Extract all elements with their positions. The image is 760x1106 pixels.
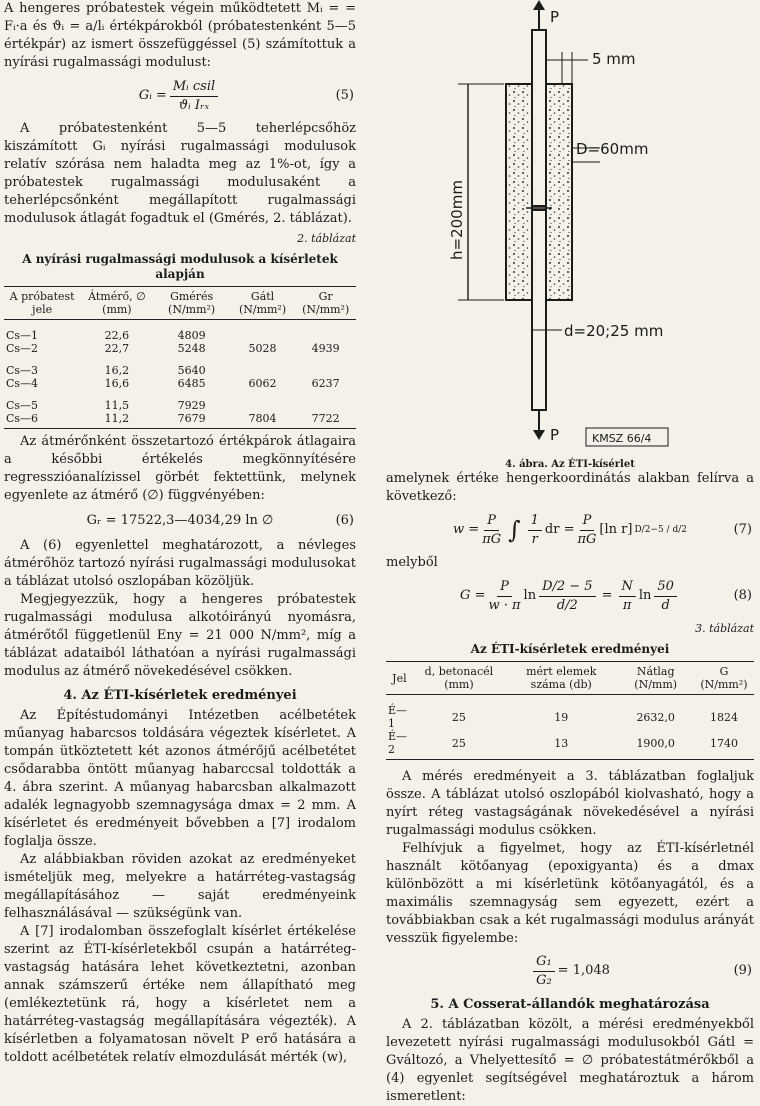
table-3 xyxy=(386,661,754,760)
table-cell: 7722 xyxy=(295,412,356,429)
table-cell: 6237 xyxy=(311,377,340,390)
table-row xyxy=(386,730,754,760)
table-2 xyxy=(4,286,356,429)
eq-number: (5) xyxy=(335,88,354,103)
table-cell: Cs—5 xyxy=(6,399,39,412)
table-cell: 1900,0 xyxy=(617,730,693,760)
paragraph: Az alábbiakban röviden azokat az eredményeket ismételjük meg, melyekre a határréteg-vastagság megállapításához — saját eredményeink felhasználásával — szükségünk van. xyxy=(4,852,356,921)
table-header-cell: mért elemek száma (db) xyxy=(505,662,617,695)
eq-numerator: P xyxy=(497,578,512,597)
eq-numerator: P xyxy=(580,512,595,531)
table-header-cell: G (N/mm²) xyxy=(694,662,754,695)
eq-rhs: = 1,048 xyxy=(557,963,610,978)
table-row xyxy=(4,377,356,390)
eq-middle: dr = xyxy=(544,522,575,537)
table-cell: 1824 xyxy=(709,710,738,724)
eq-fraction xyxy=(528,512,542,549)
table-cell: Cs—1 xyxy=(6,329,39,342)
table-cell xyxy=(295,320,356,343)
eq-numerator: N xyxy=(619,578,636,597)
table-cell: 16,6 xyxy=(104,377,130,390)
table-cell: Cs—3 xyxy=(6,364,39,377)
paragraph: A [7] irodalomban összefoglalt kísérlet értékelése szerint az ÉTI-kísérletekből csupán a határréteg-vastagság hatására lehet következtetni, azonban annak számszerű értéke nem állapítható meg (emlékeztetünk rá, hogy a kísérletet nem a határréteg-vastagság megállapítására végezték). A kísérletben a folyamatosan növelt P erő hatására a toldott acélbetétek relatív elmozdulását mérték (w), xyxy=(4,924,356,1065)
eq-denominator: ϑᵢ Iᵣₓ xyxy=(178,97,210,113)
eq-numerator: D/2 − 5 xyxy=(539,578,596,597)
table-cell: 13 xyxy=(505,730,617,760)
table-row xyxy=(4,342,356,355)
paragraph: Felhívjuk a figyelmet, hogy az ÉTI-kísérletnél használt kötőanyag (epoxigyanta) és a dmax különbözött a mi kísérletünk kötőanyagától, és a maximális szemnagyság sem egyezett, ezért a továbbiakban csak a két rugalmassági modulus arányát vesszük figyelembe: xyxy=(386,841,754,946)
figure-caption: 4. ábra. Az ÉTI-kísérlet xyxy=(505,459,635,470)
table-cell: É—2 xyxy=(386,730,413,760)
eq-body: Gᵣ = 17522,3—4034,29 ln ∅ xyxy=(86,513,274,528)
eq-number: (6) xyxy=(335,513,354,528)
paragraph: A (6) egyenlettel meghatározott, a névleges átmérőhöz tartozó nyírási rugalmassági modulusokat a táblázat utolsó oszlopában közöljük. xyxy=(4,538,356,589)
table-cell: 7804 xyxy=(230,412,296,429)
eq-equals: = xyxy=(601,588,613,603)
table-cell: 5640 xyxy=(177,364,206,377)
table-cell: 19 xyxy=(554,710,569,724)
table-cell: 16,2 xyxy=(104,364,130,377)
figure-drawing xyxy=(386,0,754,450)
table-header-cell: Gátl (N/mm²) xyxy=(230,287,296,320)
paragraph: A hengeres próbatestek végein működtetett Mᵢ = = Fᵢ·a és ϑᵢ = a/lᵢ értékpárokból (próbatestenként 5—5 értékpár) az ismert összefüggéssel (5) számítottuk a nyírási rugalmassági modulust: xyxy=(4,1,356,70)
table-cell: 25 xyxy=(451,710,466,724)
eq-numerator: 1 xyxy=(528,512,542,531)
eq-denominator: πG xyxy=(577,531,597,547)
label-5mm: 5 mm xyxy=(592,50,636,68)
table-cell xyxy=(230,355,296,377)
paragraph: amelynek értéke hengerkoordinátás alakban felírva a következő: xyxy=(386,471,754,504)
eq-number: (8) xyxy=(733,588,752,603)
paragraph: melyből xyxy=(386,555,438,570)
integral-sign: ∫ xyxy=(508,516,521,544)
section-heading: 4. Az ÉTI-kísérletek eredményei xyxy=(63,688,297,703)
table-header-cell: Gr (N/mm²) xyxy=(295,287,356,320)
table-row xyxy=(386,695,754,731)
force-label-bottom: P xyxy=(550,426,560,444)
eq-limits: D/2−5 / d/2 xyxy=(634,525,687,535)
eq-tail: [ln r] xyxy=(599,522,633,537)
equation-7 xyxy=(386,510,754,550)
table-cell: 6062 xyxy=(248,377,277,390)
table-cell: 7679 xyxy=(154,412,230,429)
table-header-cell: Átmérő, ∅ (mm) xyxy=(80,287,153,320)
eq-fraction xyxy=(619,578,636,615)
table-title: Az ÉTI-kísérletek eredményei xyxy=(470,642,670,656)
eq-lhs: Gᵢ = xyxy=(138,88,167,103)
equation-5 xyxy=(4,76,356,116)
table-cell: 1740 xyxy=(694,730,754,760)
table-cell: 5248 xyxy=(177,342,206,355)
force-label-top: P xyxy=(550,8,560,26)
eq-denominator: d/2 xyxy=(556,597,578,613)
eq-fraction xyxy=(539,578,596,615)
table-header-cell: A próbatest jele xyxy=(4,287,80,320)
paragraph: A mérés eredményeit a 3. táblázatban foglaljuk össze. A táblázat utolsó oszlopából kiolvasható, hogy a nyírt réteg vastagságának növekedésével a nyírási rugalmassági modulus csökken. xyxy=(386,769,754,838)
table-row xyxy=(4,412,356,429)
table-cell: 11,2 xyxy=(80,412,153,429)
paragraph: A 2. táblázatban közölt, a mérési eredményekből levezetett nyírási rugalmassági modulusokból Gátl = Gváltozó, a Vhelyettesítő = ∅ próbatestátmérőkből a (4) egyenlet segítségével meghatároztuk a három ismeretlent: xyxy=(386,1017,754,1104)
eq-denominator: G₂ xyxy=(536,972,552,988)
table-cell: 5028 xyxy=(248,342,277,355)
table-cell: 22,6 xyxy=(104,329,130,342)
equation-9 xyxy=(386,952,754,990)
eq-fraction xyxy=(488,578,520,615)
table-cell xyxy=(295,390,356,412)
table-row xyxy=(4,320,356,343)
table-cell: Cs—6 xyxy=(4,412,80,429)
section-heading: 5. A Cosserat-állandók meghatározása xyxy=(430,997,710,1012)
right-column xyxy=(386,0,754,1106)
table-header-row xyxy=(386,662,754,695)
eq-numerator: P xyxy=(484,512,499,531)
table-cell: 6485 xyxy=(177,377,206,390)
force-arrow-bottom xyxy=(533,410,545,440)
table-title: A nyírási rugalmassági modulusok a kísérletek alapján xyxy=(22,252,338,281)
paragraph: Az Építéstudományi Intézetben acélbetétek műanyag habarcsos toldására végeztek kísérletet. A tompán ütköztetett két azonos átmérőjű acélbetétet csődarabba öntött műanyag habarccsal toldották a 4. ábra szerint. A műanyag habarcsban alkalmazott adalék legnagyobb szemnagysága dmax = 2 mm. A kísérletet és eredményeit bővebben a [7] irodalom foglalja össze. xyxy=(4,708,356,849)
eq-denominator: r xyxy=(531,531,538,547)
eq-denominator: π xyxy=(622,597,632,613)
paragraph: Megjegyezzük, hogy a hengeres próbatestek rugalmassági modulusa alkotóirányú nyomásra, átmérőtől függetlenül Eny = 21 000 N/mm², míg a táblázat adataiból láthatóan a nyírási rugalmassági modulus az átmérő növekedésével csökken. xyxy=(4,592,356,679)
eq-ln: ln xyxy=(523,588,537,603)
table-cell: Cs—2 xyxy=(6,342,39,355)
table-cell: 4809 xyxy=(177,329,206,342)
eq-numerator: G₁ xyxy=(533,953,555,972)
table-cell xyxy=(295,355,356,377)
eq-denominator: d xyxy=(661,597,670,613)
label-bar-diameter: d=20;25 mm xyxy=(564,322,664,340)
label-height: h=200mm xyxy=(448,180,466,260)
eq-number: (9) xyxy=(733,963,752,978)
eq-lhs: G = xyxy=(460,588,486,603)
eq-fraction xyxy=(533,953,555,990)
table-cell: 22,7 xyxy=(104,342,130,355)
table-header-cell: Nátlag (N/mm) xyxy=(617,662,693,695)
table-header-cell: Jel xyxy=(386,662,413,695)
table-label: 3. táblázat xyxy=(695,622,754,635)
table-header-cell: Gmérés (N/mm²) xyxy=(154,287,230,320)
table-cell: Cs—4 xyxy=(6,377,39,390)
eq-numerator: 50 xyxy=(654,578,677,597)
paragraph: Az átmérőnként összetartozó értékpárok átlagaira a későbbi értékelés megkönnyítésére regresszióanalízissel görbét fektettünk, melynek egyenlete az átmérő (∅) függvényében: xyxy=(4,434,356,503)
eq-fraction xyxy=(577,512,596,549)
table-cell xyxy=(230,320,296,343)
table-header-cell: d, betonacél (mm) xyxy=(413,662,505,695)
force-arrow-top xyxy=(533,0,545,30)
stamp-label: KMSZ 66/4 xyxy=(592,432,652,445)
table-row xyxy=(4,390,356,412)
table-cell: É—1 xyxy=(388,704,408,730)
table-row xyxy=(4,355,356,377)
figure-4 xyxy=(386,0,754,470)
eq-number: (7) xyxy=(733,522,752,537)
left-column xyxy=(4,0,356,1067)
eq-fraction xyxy=(482,512,501,549)
table-cell: 4939 xyxy=(311,342,340,355)
table-label: 2. táblázat xyxy=(297,232,356,245)
paragraph: A próbatestenként 5—5 teherlépcsőhöz kiszámított Gᵢ nyírási rugalmassági modulusok relatív szórása nem haladta meg az 1%-ot, így a próbatestek rugalmassági modulusaként a teherlépcsőnként megállapított rugalmassági modulusok átlagát fogadtuk el (Gmérés, 2. táblázat). xyxy=(4,121,356,226)
table-cell: 7929 xyxy=(177,399,206,412)
eq-fraction xyxy=(170,78,218,115)
equation-6 xyxy=(4,509,356,533)
table-cell: 11,5 xyxy=(104,399,130,412)
eq-fraction xyxy=(654,578,677,615)
table-header-row xyxy=(4,287,356,320)
table-cell: 25 xyxy=(413,730,505,760)
wall-thickness-dimension xyxy=(546,52,588,84)
eq-lhs: w = xyxy=(453,522,480,537)
eq-numerator: Mᵢ csil xyxy=(170,78,218,97)
eq-denominator: w · π xyxy=(488,597,521,613)
eq-ln: ln xyxy=(638,588,652,603)
equation-8 xyxy=(386,576,754,616)
table-cell: 2632,0 xyxy=(636,710,675,724)
table-cell xyxy=(230,390,296,412)
eq-denominator: πG xyxy=(482,531,502,547)
label-outer-diameter: D=60mm xyxy=(576,140,649,158)
